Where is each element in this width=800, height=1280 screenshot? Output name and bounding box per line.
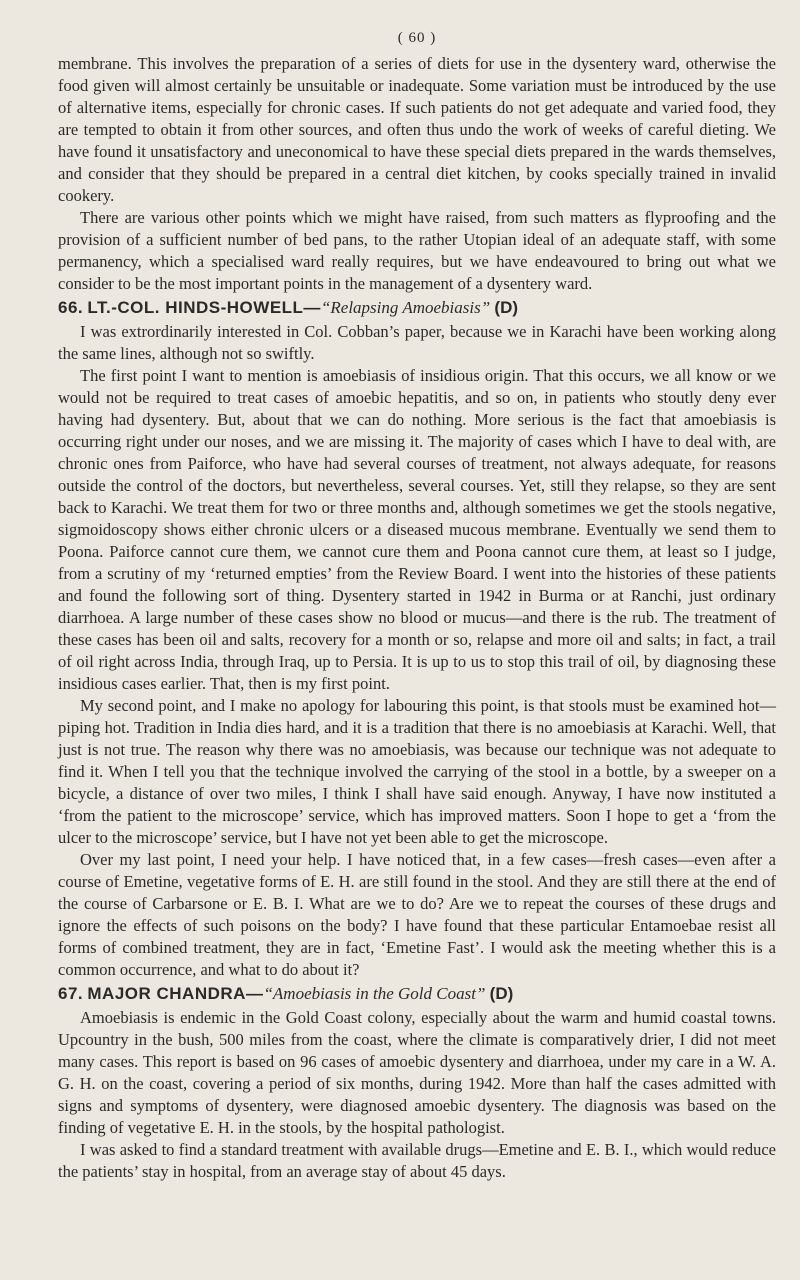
section-number: 66.: [58, 298, 84, 317]
paragraph-emetine-fast: Over my last point, I need your help. I have noticed that, in a few cases—fresh cases—even after a course of Emetine, vegetative forms of E. H. are still found in the stool. And they are still there at the end of the course of Carbarsone or E. B. I. What are we to do? Are we to repeat the courses of these drugs and ignore the effects of such poisons on the body? I have found that these particular Entamoebae resist all forms of combined treatment, they are in fact, ‘Emetine Fast’. I would ask the meeting whether this is a common occurrence, and what to do about it?: [58, 850, 776, 979]
section-author: LT.-COL. HINDS-HOWELL—: [87, 298, 321, 317]
section-title: “Relapsing Amoebiasis”: [320, 298, 491, 317]
paragraph-standard-treatment: I was asked to find a standard treatment with available drugs—Emetine and E. B. I., which would reduce the patients’ stay in hospital, from an average stay of about 45 days.: [58, 1140, 776, 1181]
paragraph-other-points: There are various other points which we might have raised, from such matters as flyproofing and the provision of a sufficient number of bed pans, to the rather Utopian ideal of an adequate staff, with some permanency, which a specialised ward really requires, but we have endeavoured to bring out what we consider to be the most important points in the management of a dysentery ward.: [58, 208, 776, 293]
paragraph-insidious-origin: The first point I want to mention is amoebiasis of insidious origin. That this occurs, we all know or we would not be required to treat cases of amoebic hepatitis, and so on, in patients who stoutly deny ever having had dysentery. But, about that we can do nothing. More serious is the fact that amoebiasis is occurring right under our noses, and we are missing it. The majority of cases which I have to deal with, are chronic ones from Paiforce, who have had several courses of treatment, not always adequate, for reasons outside the control of the doctors, but nevertheless, several courses. Yet, still they relapse, so they are sent back to Karachi. We treat them for two or three months and, although sometimes we get the stools negative, sigmoidoscopy shows either chronic ulcers or a diseased mucous membrane. Eventually we send them to Poona. Paiforce cannot cure them, we cannot cure them and Poona cannot cure them, at least so I judge, from a scrutiny of my ‘returned empties’ from the Review Board. I went into the histories of these patients and found the following sort of thing. Dysentery started in 1942 in Burma or at Ranchi, just ordinary diarrhoea. A large number of these cases show no blood or mucus—and there is the rub. The treatment of these cases has been oil and salts, recovery for a month or so, relapse and more oil and salts; in fact, a trail of oil right across India, through Iraq, up to Persia. It is up to us to stop this trail of oil, by diagnosing these insidious cases earlier. That, then is my first point.: [58, 366, 776, 693]
section-tag: (D): [494, 298, 519, 317]
paragraph-hot-stools: My second point, and I make no apology for labouring this point, is that stools must be examined hot—piping hot. Tradition in India dies hard, and it is a tradition that there is no amoebiasis at Karachi. Well, that just is not true. The reason why there was no amoebiasis, was because our technique was not adequate to find it. When I tell you that the technique involved the carrying of the stool in a bottle, by a sweeper on a bicycle, a distance of over two miles, I think I shall have said enough. Anyway, I have now instituted a ‘from the patient to the microscope’ service, which has improved matters. Soon I hope to get a ‘from the ulcer to the microscope’ service, but I have not yet been able to get the microscope.: [58, 696, 776, 847]
section-author: MAJOR CHANDRA—: [87, 984, 264, 1003]
paragraph-karachi-intro: I was extrordinarily interested in Col. Cobban’s paper, because we in Karachi have been working along the same lines, although not so swiftly.: [58, 322, 776, 363]
section-heading-66: [58, 296, 776, 320]
section-title: “Amoebiasis in the Gold Coast”: [263, 984, 486, 1003]
section-heading-67: [58, 982, 776, 1006]
section-number: 67.: [58, 984, 84, 1003]
paragraph-diet-kitchen: membrane. This involves the preparation of a series of diets for use in the dysentery ward, otherwise the food given will almost certainly be unsuitable or inadequate. Some variation must be introduced by the use of alternative items, especially for chronic cases. If such patients do not get adequate and varied food, they are tempted to obtain it from other sources, and often thus undo the work of weeks of careful dieting. We have found it unsatisfactory and uneconomical to have these special diets prepared in the wards themselves, and consider that they should be prepared in a central diet kitchen, by cooks specially trained in invalid cookery.: [58, 54, 776, 205]
page-number: ( 60 ): [397, 30, 437, 46]
section-tag: (D): [489, 984, 514, 1003]
paragraph-gold-coast: Amoebiasis is endemic in the Gold Coast colony, especially about the warm and humid coastal towns. Upcountry in the bush, 500 miles from the coast, where the climate is comparatively drier, I did not meet many cases. This report is based on 96 cases of amoebic dysentery and diarrhoea, under my care in a W. A. G. H. on the coast, covering a period of six months, during 1942. More than half the cases admitted with signs and symptoms of dysentery, were diagnosed amoebic dysentery. The diagnosis was based on the finding of vegetative E. H. in the stools, by the hospital pathologist.: [58, 1008, 776, 1137]
